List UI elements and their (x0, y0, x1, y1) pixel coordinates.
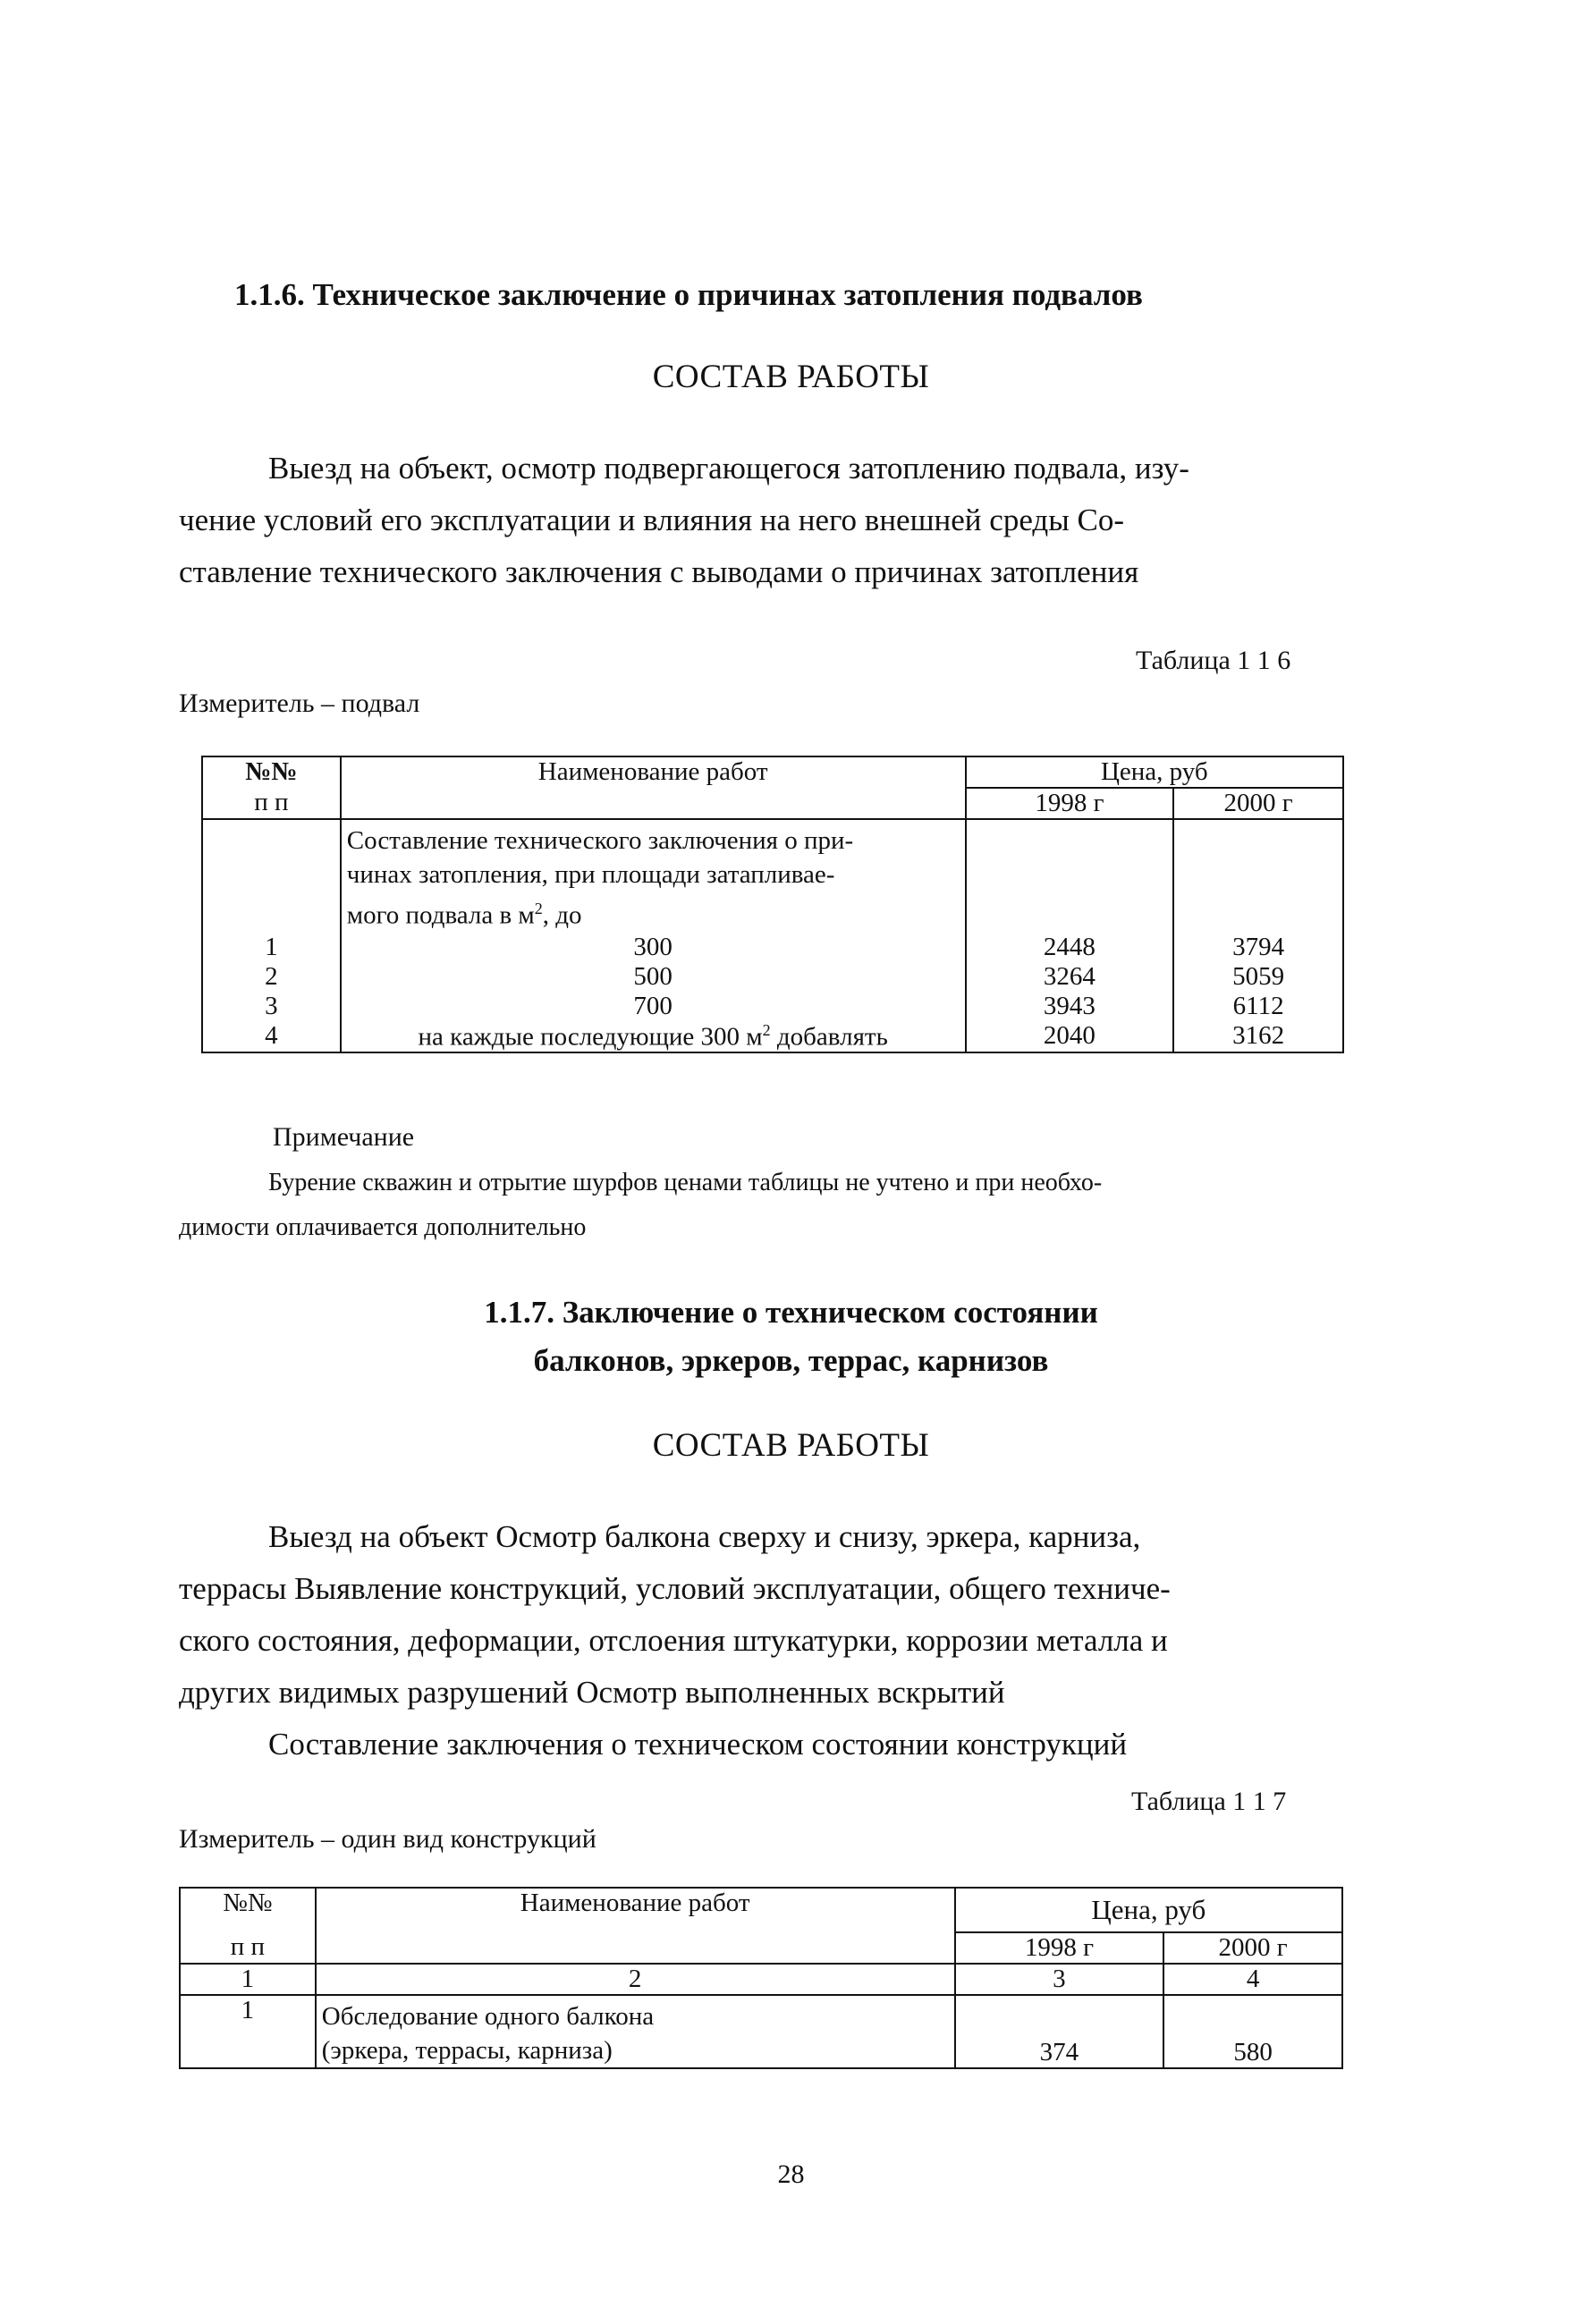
paragraph-line: Выезд на объект, осмотр подвергающегося затоплению подвала, изу- (268, 451, 1189, 486)
price-table-116 (201, 756, 1344, 1053)
header-num2: п п (202, 788, 341, 819)
paragraph-line: чение условий его эксплуатации и влияния на него внешней среды Со- (179, 503, 1124, 537)
note-text: Бурение скважин и отрытие шурфов ценами таблицы не учтено и при необхо- димости оплачивается дополнительно (179, 1169, 1103, 1241)
table-label-117: Таблица 1 1 7 (1131, 1787, 1287, 1816)
table-row: 2 500 3264 5059 (202, 962, 1343, 992)
measure-label-116: Измеритель – подвал (179, 689, 420, 718)
table-description: Составление технического заключения о при- чинах затопления, при площади затапливае- мого подвала в $м^2$, до (341, 819, 966, 933)
section-subtitle-117: СОСТАВ РАБОТЫ (652, 1427, 930, 1464)
table-row: 1 300 2448 3794 (202, 933, 1343, 962)
header-num: №№ (180, 1888, 316, 1932)
section-title-117-line1: 1.1.7. Заключение о техническом состоянии (484, 1295, 1098, 1330)
section-subtitle-116: СОСТАВ РАБОТЫ (652, 359, 930, 395)
paragraph-line: Составление заключения о техническом состоянии конструкций (268, 1727, 1128, 1762)
section-title-117-line2: балконов, эркеров, террас, карнизов (533, 1343, 1049, 1378)
header-name: Наименование работ (316, 1888, 955, 1932)
header-price: Цена, руб (955, 1888, 1342, 1932)
header-name-empty (341, 788, 966, 819)
page-number: 28 (777, 2159, 805, 2189)
header-price: Цена, руб (966, 756, 1343, 788)
paragraph-line: ского состояния, деформации, отслоения штукатурки, коррозии металла и (179, 1623, 1168, 1658)
price-table-117 (179, 1887, 1343, 2069)
paragraph-line: террасы Выявление конструкций, условий эксплуатации, общего техниче- (179, 1571, 1171, 1606)
header-name: Наименование работ (341, 756, 966, 788)
header-1998: 1998 г (966, 788, 1174, 819)
table-row: 4 на каждые последующие 300 $м^2$ добавлять 2040 3162 (202, 1021, 1343, 1053)
section-title-116: 1.1.6. Техническое заключение о причинах затопления подвалов (234, 277, 1143, 312)
header-num: №№ (202, 756, 341, 788)
work-description-117 (179, 1511, 1307, 1770)
table-row: 3 700 3943 6112 (202, 992, 1343, 1021)
header-2000: 2000 г (1163, 1932, 1342, 1964)
header-num2: п п (180, 1932, 316, 1964)
note-title: Примечание (273, 1122, 415, 1152)
paragraph-line: ставление технического заключения с выводами о причинах затопления (179, 554, 1139, 589)
work-description-116 (179, 443, 1307, 598)
paragraph-line: других видимых разрушений Осмотр выполненных вскрытий (179, 1675, 1005, 1710)
column-index-row: 1 2 3 4 (180, 1964, 1342, 1995)
measure-label-117: Измеритель – один вид конструкций (179, 1824, 596, 1854)
header-1998: 1998 г (955, 1932, 1164, 1964)
table-label-116: Таблица 1 1 6 (1136, 646, 1291, 675)
paragraph-line: Выезд на объект Осмотр балкона сверху и снизу, эркера, карниза, (268, 1519, 1141, 1554)
table-row: 1 Обследование одного балкона (эркера, террасы, карниза) 374 580 (180, 1995, 1342, 2068)
header-2000: 2000 г (1173, 788, 1343, 819)
